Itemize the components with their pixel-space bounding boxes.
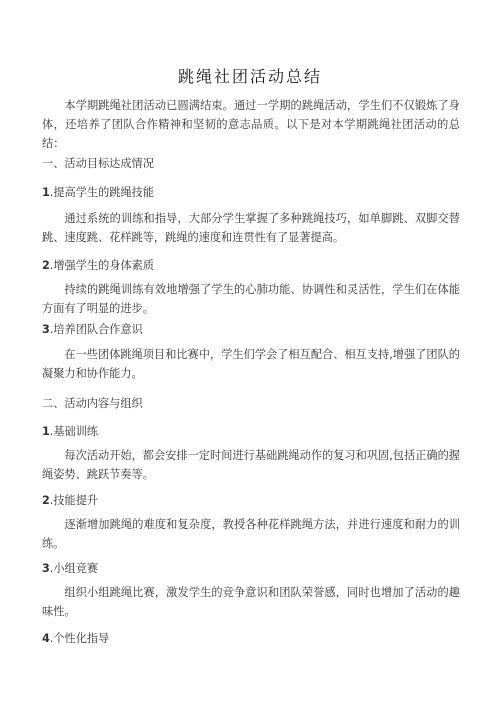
item-number: 3 xyxy=(42,562,50,575)
section-2-item-3-text: 组织小组跳绳比赛，激发学生的竞争意识和团队荣誉感，同时也增加了活动的趣味性。 xyxy=(42,586,460,618)
section-2-item-1-text: 每次活动开始，都会安排一定时间进行基础跳绳动作的复习和巩固,包括正确的握绳姿势、跳跃节奏等。 xyxy=(42,449,460,481)
section-2-item-4-heading xyxy=(42,631,460,647)
item-title: .技能提升 xyxy=(49,494,99,507)
document-title: 跳绳社团活动总结 xyxy=(177,67,322,86)
item-title: .增强学生的身体素质 xyxy=(49,259,155,272)
item-title: .个性化指导 xyxy=(49,632,110,645)
item-title: .提高学生的跳绳技能 xyxy=(49,186,155,199)
item-number: 2 xyxy=(42,259,50,272)
intro-paragraph: 本学期跳绳社团活动已圆满结束。通过一学期的跳绳活动，学生们不仅锻炼了身体，还培养了团队合作精神和坚韧的意志品质。以下是对本学期跳绳社团活动的总结： xyxy=(42,99,460,150)
section-1-item-1-heading xyxy=(42,185,460,201)
section-1-item-2-heading xyxy=(42,258,460,274)
item-title: .小组竞赛 xyxy=(49,562,99,575)
section-2-item-3-heading xyxy=(42,561,460,577)
section-1-heading: 一、活动目标达成情况 xyxy=(42,157,154,170)
section-1-item-2-text: 持续的跳绳训练有效地增强了学生的心肺功能、协调性和灵活性，学生们在体能方面有了明显的进步。 xyxy=(42,283,460,315)
section-1-item-3-text: 在一些团体跳绳项目和比赛中，学生们学会了相互配合、相互支持,增强了团队的凝聚力和协作能力。 xyxy=(42,348,460,380)
section-1-item-1-text: 通过系统的训练和指导，大部分学生掌握了多种跳绳技巧，如单脚跳、双脚交替跳、速度跳、花样跳等，跳绳的速度和连贯性有了显著提高。 xyxy=(42,212,460,244)
item-number: 2 xyxy=(42,494,50,507)
section-2-heading: 二、活动内容与组织 xyxy=(42,397,143,410)
item-number: 1 xyxy=(42,186,50,199)
item-title: .基础训练 xyxy=(49,425,99,438)
section-2-item-1-heading xyxy=(42,424,460,440)
section-2-item-2-text: 逐渐增加跳绳的难度和复杂度，教授各种花样跳绳方法，并进行速度和耐力的训练。 xyxy=(42,518,460,550)
section-2-item-2-heading xyxy=(42,493,460,509)
item-title: .培养团队合作意识 xyxy=(49,323,143,336)
item-number: 3 xyxy=(42,323,50,336)
item-number: 1 xyxy=(42,425,50,438)
item-number: 4 xyxy=(42,632,50,645)
section-1-item-3-heading xyxy=(42,322,460,338)
